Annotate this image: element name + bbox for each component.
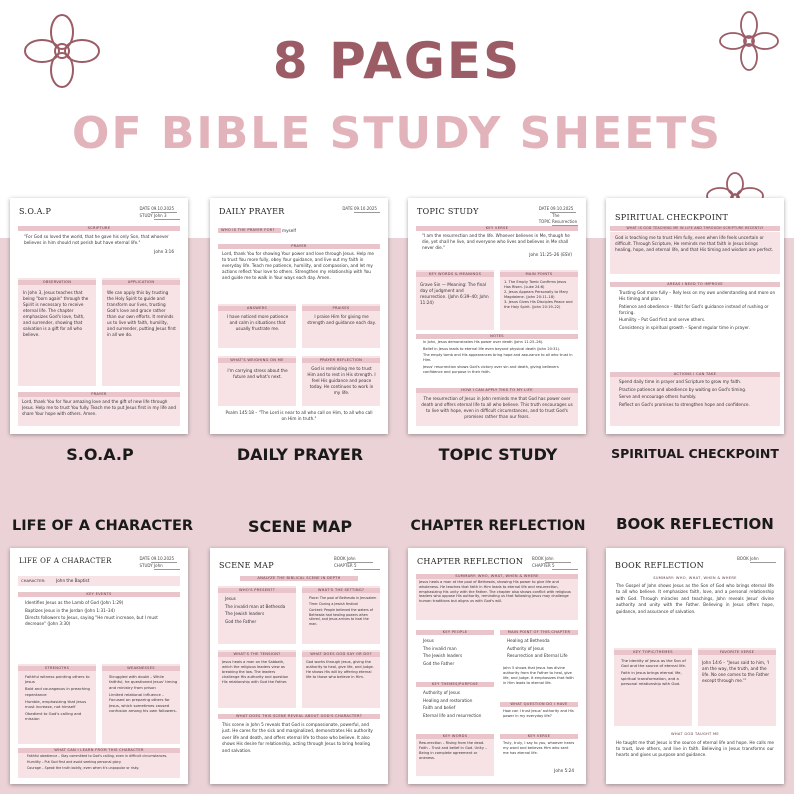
sheet-meta — [532, 556, 578, 570]
scripture-ref: John 3:16 — [154, 249, 174, 254]
list-item: • God the Father — [225, 619, 294, 625]
date-value: 09.10.2025 — [151, 556, 177, 563]
section-header: WHAT DOES THIS SCENE REVEAL ABOUT GOD'S CHARACTER? — [218, 714, 380, 719]
list-item: • Healing at Bethesda — [507, 638, 576, 644]
section-header: KEY EVENTS — [18, 592, 180, 597]
character-value: John the Baptist — [56, 578, 90, 583]
prayer-text: Lord, thank You for showing Your power and love through Jesus. Help me to trust You more fully, obey Your guidance, and live out my faith in everyday life. Teach me patience, humility, and compassion, and let my actions reflect Your love to others. Strengthen my relationship with You and guide me to walk in Your ways each day. Amen. — [222, 251, 375, 280]
section-header: MAIN POINTS — [500, 272, 578, 277]
setting-list — [302, 596, 378, 642]
section-header: WHAT QUESTION DO I HAVE — [500, 702, 578, 707]
list-item: • Patience and obedience – Wait for God's guidance instead of rushing or forcing. — [619, 304, 776, 316]
list-item: • Belief in Jesus leads to eternal life even beyond physical death (John 20:31). — [423, 347, 576, 352]
words-text: Grave Sin — Meaning: The final day of judgment and resurrection. (John 6:39–40; John 11:24) — [420, 282, 489, 305]
list-item: • Resurrection and Eternal Life — [507, 653, 576, 659]
learn-list — [20, 754, 178, 776]
answers-text: I have noticed more patience and calm in situations that usually frustrate me. — [226, 314, 289, 331]
actions-list — [612, 379, 776, 425]
spiritual-checkpoint-sheet — [606, 198, 784, 434]
label-daily-prayer: DAILY PRAYER — [236, 445, 364, 464]
sheet-title: S.O.A.P — [19, 207, 52, 216]
daily-prayer-sheet — [210, 198, 388, 434]
list-item: • The invalid man at Bethesda — [225, 604, 294, 610]
flower-icon — [22, 12, 102, 90]
chapter-label: CHAPTER — [334, 563, 353, 568]
sheet-meta — [342, 206, 380, 213]
weaknesses-list — [102, 674, 178, 742]
section-header: PRAISES — [302, 306, 380, 311]
life-of-character-sheet — [10, 548, 188, 784]
list-item: • Jesus' resurrection shows God's victory over sin and death, giving believers confidence and purpose in their faith. — [423, 365, 576, 375]
people-list — [416, 638, 492, 678]
section-header: WHAT'S WEIGHING ON ME — [218, 358, 296, 363]
themes-list — [416, 690, 492, 730]
list-item: • Reflect on God's promises to strengthen hope and confidence. — [619, 402, 776, 408]
list-item: • Authority of Jesus — [423, 690, 492, 696]
study-value: John 3 — [154, 213, 180, 220]
who-value: myself — [282, 228, 296, 233]
section-header: KEY TOPIC/THEMES — [614, 650, 692, 655]
section-header: HOW I CAN APPLY THIS TO MY LIFE — [416, 388, 578, 393]
list-item: • Authority of Jesus — [507, 646, 576, 652]
sheet-meta — [140, 556, 181, 570]
topic-value: The Resurrection — [552, 213, 578, 224]
chapter-value: 5 — [552, 563, 578, 570]
soap-sheet — [10, 198, 188, 434]
label-soap: S.O.A.P — [66, 445, 134, 464]
section-header: PRAYER — [18, 392, 180, 397]
list-item: • Consistency in spiritual growth – Spend regular time in prayer. — [619, 325, 776, 331]
present-list — [218, 596, 294, 642]
study-value: John — [154, 563, 180, 570]
list-item: • Faith in Jesus brings eternal life, spiritual transformation, and a personal relationship with God. — [621, 670, 690, 686]
date-label: DATE — [342, 206, 353, 211]
list-item: • Struggled with doubt – While faithful, he questioned Jesus' timing and ministry from prison — [109, 674, 178, 690]
sheet-title: CHAPTER REFLECTION — [417, 557, 524, 566]
section-header: WHAT'S THE SETTING? — [302, 588, 380, 593]
emphasis-text: John 5 shows that Jesus has divine authority from the Father to heal, give life, and judge. It emphasizes that faith in Him leads to eternal life. — [503, 666, 574, 685]
date-label: DATE — [139, 206, 150, 211]
book-value: John — [750, 556, 776, 563]
sheet-title: SPIRITUAL CHECKPOINT — [615, 213, 729, 222]
list-item: • Serve and encourage others humbly. — [619, 394, 776, 400]
application-text: We can apply this by trusting the Holy Spirit to guide and transform our lives, trusting God's love and grace rather than our own efforts. It reminds us to live with faith, humility, and surrender, putting Jesus first in all we do. — [107, 290, 176, 337]
verse-text: John 14:6 – "Jesus said to him, 'I am the way, the truth, and the life. No one comes to the Father except through me.'" — [702, 660, 770, 683]
headline-line2: OF BIBLE STUDY SHEETS — [72, 108, 722, 159]
topic-label: TOPIC — [538, 219, 551, 224]
list-item: • Courage – Speak the truth boldly, even when it's unpopular or risky. — [27, 766, 178, 771]
topic-study-sheet — [408, 198, 586, 434]
list-item: • Bold and courageous in preaching repentance — [25, 686, 94, 697]
section-header: WHAT'S THE TENSION? — [218, 652, 296, 657]
section-header: AREAS I NEED TO IMPROVE — [610, 282, 780, 287]
list-item: • Trusting God more fully – Rely less on my own understanding and more on His timing and plan. — [619, 290, 776, 302]
point-list — [500, 638, 576, 666]
section-header: KEY VERSE — [416, 226, 578, 231]
section-header: WHO'S PRESENT? — [218, 588, 296, 593]
sheet-title: TOPIC STUDY — [417, 207, 479, 216]
list-item: • Spend daily time in prayer and Scripture to grow my faith. — [619, 379, 776, 385]
section-header: WEAKNESSES — [102, 666, 180, 671]
praises-text: I praise Him for giving me strength and guidance each day. — [307, 314, 376, 325]
chapter-value: 5 — [354, 563, 380, 570]
verse-ref: John 5:24 — [554, 768, 574, 773]
book-label: BOOK — [532, 556, 544, 561]
section-header: OBSERVATION — [18, 280, 96, 285]
summary-text: The Gospel of John shows Jesus as the Son of God who brings eternal life to all who believe. It emphasizes faith, love, and a personal relationship with God. Through miracles and teachings, John reveals Jesus' divine authority and unity with the Father. Believing in Jesus offers hope, guidance, and assurance of salvation. — [616, 583, 774, 614]
list-item: • Faith and belief — [423, 705, 492, 711]
scripture-text: "For God so loved the world, that he gave his only Son, that whoever believes in him should not perish but have eternal life." — [24, 234, 169, 245]
section-header: WHAT IS GOD TEACHING ME IN LIFE AND THROUGH SCRIPTURE RECENTLY — [610, 226, 780, 231]
list-item: • Humble, emphasizing that Jesus must increase, not himself — [25, 699, 94, 710]
section-header: PRAYER — [218, 244, 380, 249]
section-header: ACTIONS I CAN TAKE — [610, 372, 780, 377]
themes-list — [614, 658, 690, 724]
section-header: STRENGTHS — [18, 666, 96, 671]
flower-icon — [718, 10, 780, 72]
list-item: • Humility – Put God first and serve others. — [619, 317, 776, 323]
teaching-text: God is teaching me to trust Him fully, even when life feels uncertain or difficult. Through Scripture, He reminds me that faith in Jesus brings healing, hope, and eternal life, and that His timing and wisdom are perfect. — [615, 235, 774, 252]
list-item: • Eternal life and resurrection — [423, 713, 492, 719]
list-item: 2. Jesus Appears Personally to Mary Magdalene. (John 20:11–18) — [504, 290, 569, 299]
label-scene-map: SCENE MAP — [247, 517, 353, 536]
learn-text: How can I trust Jesus' authority and His power in my everyday life? — [503, 709, 574, 718]
sheet-meta — [334, 556, 380, 570]
date-value: 09.10.2025 — [550, 206, 576, 213]
section-header: PRAYER REFLECTION — [302, 358, 380, 363]
label-book-reflection: BOOK REFLECTION — [616, 515, 774, 533]
key-verse-text: "I am the resurrection and the life. Whoever believes in Me, though he die, yet shall he live, and everyone who lives and believes in Me shall never die." — [422, 233, 570, 250]
summary-text: Jesus heals a man at the pool of Bethesda, showing His power to give life and wholeness. He teaches that faith in Him leads to eternal life and resurrection, emphasizing His unity with the Father. The chapter also shows conflict with religious leaders who oppose His authority, reminding us that following Jesus may challenge human traditions but aligns us with God's will. — [419, 580, 571, 604]
list-item: • The Jewish leaders — [225, 611, 294, 617]
section-header: FAVORITE VERSE — [698, 650, 776, 655]
list-item: • Baptizes Jesus in the Jordan (John 1:31–34) — [25, 608, 178, 614]
section-header: WHAT DOES GOD SAY OR DO? — [302, 652, 380, 657]
scene-map-sheet — [210, 548, 388, 784]
section-header: SUMMARY: WHO, WHAT, WHEN & WHERE — [653, 576, 737, 580]
book-label: BOOK — [737, 556, 749, 561]
list-item: 3. Jesus Gives His Disciples Peace and the Holy Spirit. (John 20:19–22) — [504, 300, 573, 309]
section-header: KEY WORDS — [416, 734, 494, 739]
section-header: MAIN POINT OF THIS CHAPTER — [500, 630, 578, 635]
taught-text: He taught me that Jesus is the source of eternal life and hope. He calls me to trust, love others, and live in faith. Believing in Jesus transforms our hearts and gives us purpose and guidance. — [616, 740, 774, 757]
book-value: John — [545, 556, 571, 563]
list-item: 1. The Empty Tomb Confirms Jesus Has Risen. (Luke 24:6) — [504, 280, 567, 289]
book-value: John — [347, 556, 373, 563]
list-item: • Context: People believed the waters of Bethesda had healing powers when stirred, and Jesus arrives to heal the man. — [309, 608, 378, 626]
date-label: DATE — [538, 206, 550, 211]
label-life-of-character: LIFE OF A CHARACTER — [11, 518, 194, 534]
section-header: SCRIPTURE — [18, 226, 180, 231]
headline-line1: 8 PAGES — [272, 32, 522, 90]
sheet-meta — [737, 556, 776, 563]
sheet-title: SCENE MAP — [219, 561, 274, 570]
sheet-title: LIFE OF A CHARACTER — [19, 557, 112, 565]
reflection-text: God is reminding me to trust Him and to rest in His strength. I feel His guidance and peace today. He continues to work in my life. — [307, 366, 376, 395]
improve-list — [612, 290, 776, 370]
sheet-meta — [539, 206, 578, 226]
key-verse-ref: John 11:25–26 (ESV) — [529, 252, 572, 257]
prayer-text: Lord, thank You for Your amazing love and the gift of new life through Jesus. Help me to trust You fully. Teach me to put Jesus first in my life and share Your hope with others. Amen. — [22, 399, 176, 416]
section-header: KEY THEMES/PURPOSE — [416, 682, 494, 687]
list-item: • Time: During a Jewish festival — [309, 602, 378, 607]
notes-list — [416, 340, 576, 384]
section-header: ANSWERS — [218, 306, 296, 311]
section-header: KEY WORDS & MEANINGS — [416, 272, 494, 277]
list-item: • In John, Jesus demonstrates His power over death (John 11:25–26). — [423, 340, 576, 345]
date-value: 09.10.2025 — [354, 206, 380, 213]
book-label: BOOK — [334, 556, 346, 561]
events-list — [18, 600, 178, 654]
list-item: • Limited relational influence – Focused on preparing others for Jesus, which sometimes caused confusion among his own followers. — [109, 692, 178, 714]
label-chapter-reflection: CHAPTER REFLECTION — [410, 518, 586, 534]
section-header: WHAT GOD TAUGHT ME — [671, 732, 719, 736]
apply-text: The resurrection of Jesus in John reminds me that God has power over death and offers eternal life to all who believe. This truth encourages us to live with hope, even in difficult circumstances, and to trust God's promises rather than our fears. — [421, 396, 573, 419]
section-header: WHAT CAN I LEARN FROM THIS CHARACTER — [18, 748, 180, 753]
list-item: • Directs followers to Jesus, saying "He must increase, but I must decrease" (John 3:30) — [25, 615, 178, 627]
date-value: 09.10.2025 — [151, 206, 177, 213]
list-item: • The empty tomb and His appearances bring hope and assurance to all who trust in Him. — [423, 353, 576, 363]
chapter-label: CHAPTER — [532, 563, 551, 568]
chapter-reflection-sheet — [408, 548, 586, 784]
sheet-title: BOOK REFLECTION — [615, 561, 704, 570]
weighing-text: I'm carrying stress about the future and what's next. — [227, 368, 288, 379]
list-item: • Practice patience and obedience by waiting on God's timing. — [619, 387, 776, 393]
study-label: STUDY — [139, 563, 153, 568]
list-item: • Obedient to God's calling and mission — [25, 711, 94, 722]
character-text: This scene in John 5 reveals that God is compassionate, powerful, and just. He cares for the sick and marginalized, demonstrates His authority over life and death, and offers eternal life to those who believe. It also shows His desire for relationship, acting through Jesus to bring healing and salvation. — [222, 722, 373, 753]
section-header: KEY PEOPLE — [416, 630, 494, 635]
god-text: God works through Jesus, giving the authority to heal, give life, and judge. He shows His will by offering eternal life to those who believe in Him. — [306, 660, 374, 679]
tension-text: Jesus heals a man on the Sabbath, which the religious leaders view as breaking the law. The leaders challenge His authority and question His relationship with God the Father. — [222, 660, 289, 684]
list-item: • Place: The pool of Bethesda in Jerusalem — [309, 596, 378, 601]
section-header: SUMMARY: WHO, WHAT, WHEN & WHERE — [416, 574, 578, 579]
list-item: • Identifies Jesus as the Lamb of God (John 1:29) — [25, 600, 178, 606]
list-item: • The Jewish leaders — [423, 653, 492, 659]
list-item: • Healing and restoration — [423, 698, 492, 704]
list-item: • Jesus — [423, 638, 492, 644]
strengths-list — [18, 674, 94, 742]
character-label: CHARACTER: — [21, 578, 46, 583]
list-item: • Faithful obedience – Stay committed to God's calling, even in difficult circumstances. — [27, 754, 178, 759]
date-label: DATE — [139, 556, 150, 561]
section-header: ANALYZE THE BIBLICAL SCENE IN DEPTH — [240, 576, 358, 581]
verse-text: Psalm 145:18 – "The Lord is near to all who call on Him, to all who call on Him in truth." — [225, 410, 373, 421]
sheet-title: DAILY PRAYER — [219, 207, 285, 216]
list-item: • Faithful witness pointing others to Jesus — [25, 674, 94, 685]
list-item: • Humility – Put God first and avoid seeking personal glory. — [27, 760, 178, 765]
verse-text: Truly, truly, I say to you, whoever hears my word and believes Him who sent me has eternal life. — [503, 741, 575, 755]
section-header: KEY VERSE — [500, 734, 578, 739]
list-item: • The identity of Jesus as the Son of God and the source of eternal life. — [621, 658, 690, 669]
points-list — [504, 280, 574, 328]
label-topic-study: TOPIC STUDY — [438, 445, 558, 464]
sheet-meta — [140, 206, 181, 220]
label-spiritual-checkpoint: SPIRITUAL CHECKPOINT — [611, 446, 779, 461]
list-item: • God the Father — [423, 661, 492, 667]
book-reflection-sheet — [606, 548, 784, 784]
section-header: APPLICATION — [102, 280, 180, 285]
list-item: • The invalid man — [423, 646, 492, 652]
list-item: • Jesus — [225, 596, 294, 602]
keywords-text: Resurrection – Rising from the dead. Faith – Trust and belief in God. Unity – Being in complete agreement or oneness. — [419, 741, 487, 760]
section-header: NOTES — [416, 334, 578, 339]
who-label: WHO IS THE PRAYER FOR? — [218, 228, 281, 233]
observation-text: In John 3, Jesus teaches that being "born again" through the Spirit is necessary to receive eternal life. The chapter emphasizes God's love, faith, and surrender, showing that salvation is a gift for all who believe. — [23, 290, 89, 337]
study-label: STUDY — [139, 213, 153, 218]
